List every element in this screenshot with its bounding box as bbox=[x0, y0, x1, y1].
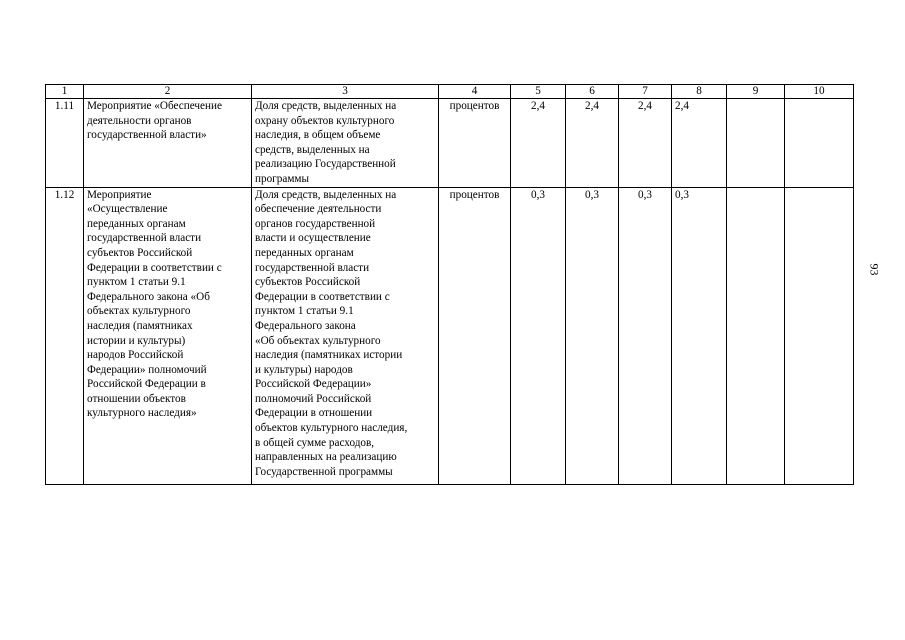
value-col-8: 2,4 bbox=[672, 99, 727, 188]
table-row bbox=[46, 187, 854, 484]
header-col-3: 3 bbox=[252, 85, 439, 99]
header-col-10: 10 bbox=[785, 85, 854, 99]
indicators-table bbox=[45, 84, 854, 485]
row-number: 1.12 bbox=[46, 187, 84, 484]
value-col-10 bbox=[785, 99, 854, 188]
header-col-2: 2 bbox=[84, 85, 252, 99]
value-col-5: 2,4 bbox=[511, 99, 566, 188]
header-col-9: 9 bbox=[727, 85, 785, 99]
unit-cell: процентов bbox=[439, 99, 511, 188]
header-col-7: 7 bbox=[619, 85, 672, 99]
value-col-6: 2,4 bbox=[566, 99, 619, 188]
indicator-cell: Доля средств, выделенных на охрану объектов культурного наследия, в общем объеме средств, выделенных на реализацию Государственной программы bbox=[252, 99, 439, 188]
header-col-1: 1 bbox=[46, 85, 84, 99]
event-cell: Мероприятие «Обеспечение деятельности органов государственной власти» bbox=[84, 99, 252, 188]
value-col-9 bbox=[727, 99, 785, 188]
value-col-5: 0,3 bbox=[511, 187, 566, 484]
table-row bbox=[46, 99, 854, 188]
unit-cell: процентов bbox=[439, 187, 511, 484]
header-col-8: 8 bbox=[672, 85, 727, 99]
value-col-8: 0,3 bbox=[672, 187, 727, 484]
value-col-7: 0,3 bbox=[619, 187, 672, 484]
page-number: 93 bbox=[867, 263, 882, 276]
header-col-4: 4 bbox=[439, 85, 511, 99]
value-col-7: 2,4 bbox=[619, 99, 672, 188]
event-cell: Мероприятие «Осуществление переданных органам государственной власти субъектов Российской Федерации в соответствии с пунктом 1 статьи 9.1 Федерального закона «Об объектах культурного наследия (памятниках истории и культуры) народов Российской Федерации» полномочий Российской Федерации в отношении объектов культурного наследия» bbox=[84, 187, 252, 484]
table-header-row bbox=[46, 85, 854, 99]
header-col-5: 5 bbox=[511, 85, 566, 99]
value-col-9 bbox=[727, 187, 785, 484]
value-col-10 bbox=[785, 187, 854, 484]
value-col-6: 0,3 bbox=[566, 187, 619, 484]
row-number: 1.11 bbox=[46, 99, 84, 188]
header-col-6: 6 bbox=[566, 85, 619, 99]
indicator-cell: Доля средств, выделенных на обеспечение деятельности органов государственной власти и осуществление переданных органам государственной власти субъектов Российской Федерации в соответствии с пунктом 1 статьи 9.1 Федерального закона «Об объектах культурного наследия (памятниках истории и культуры) народов Российской Федерации» полномочий Российской Федерации в отношении объектов культурного наследия, в общей сумме расходов, направленных на реализацию Государственной программы bbox=[252, 187, 439, 484]
